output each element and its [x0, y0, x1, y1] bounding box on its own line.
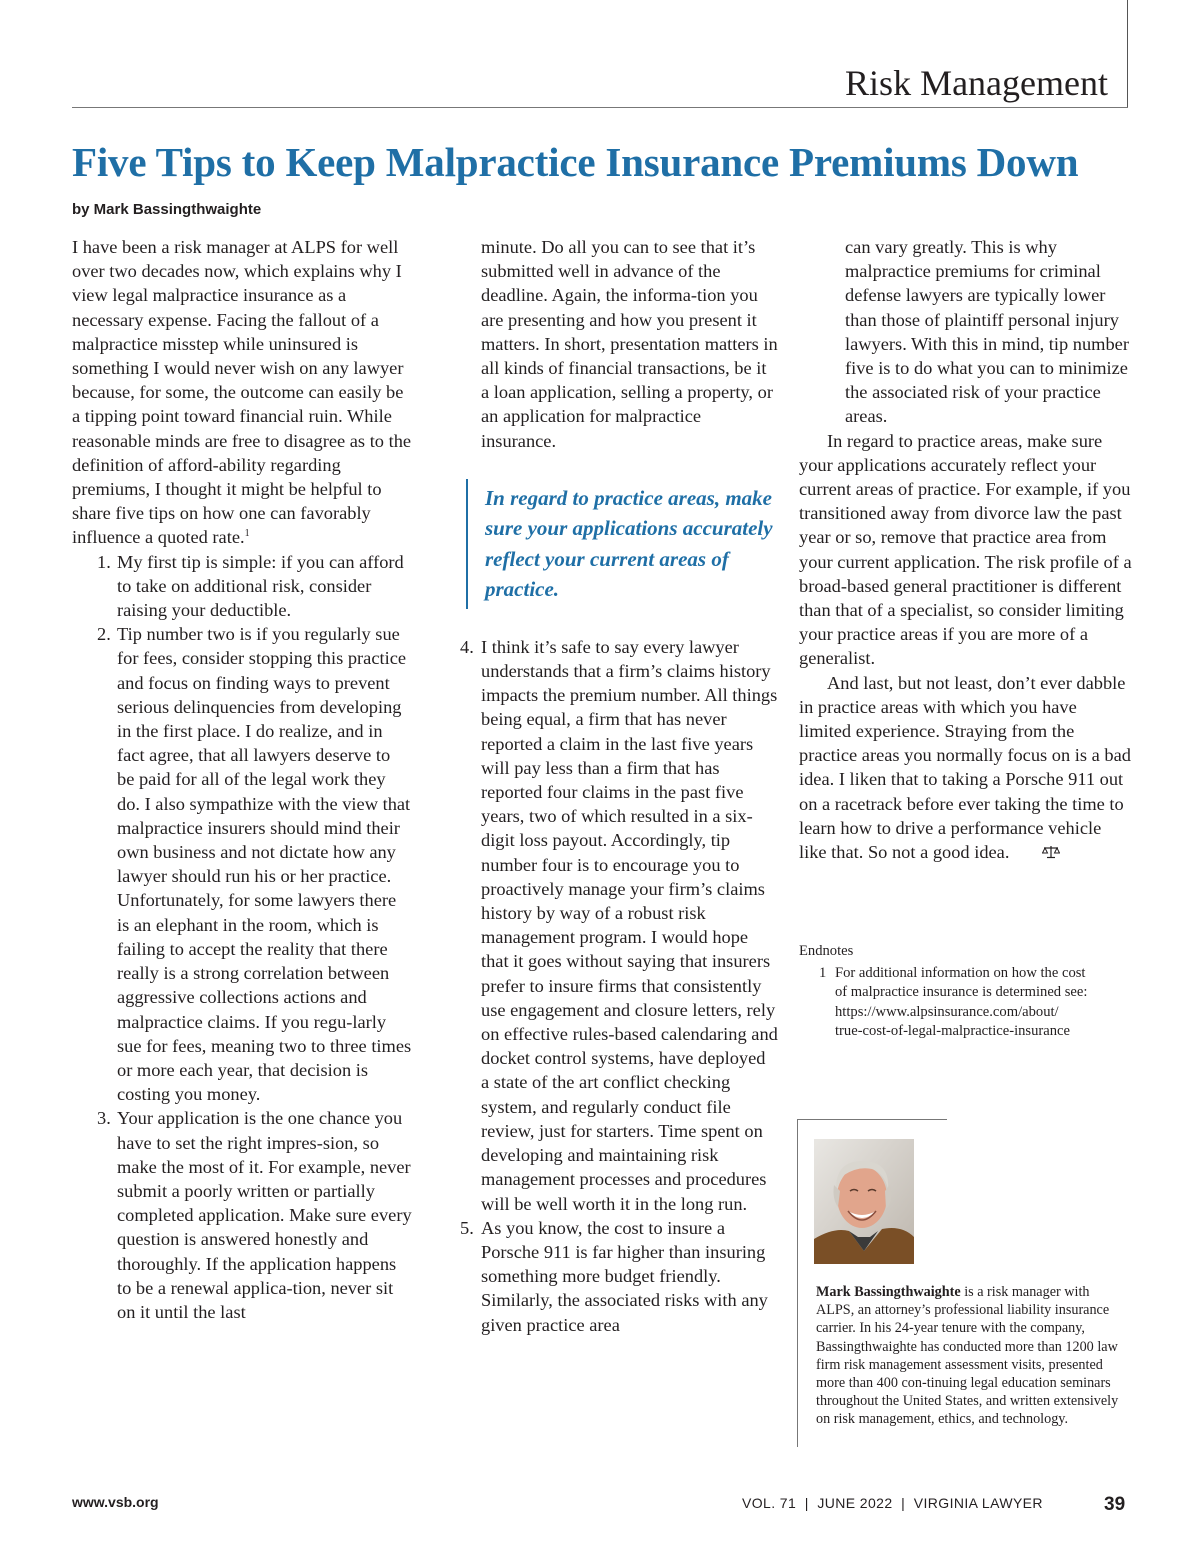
- endnotes: [799, 942, 1129, 1042]
- pull-quote: In regard to practice areas, make sure your applications accurately reflect your current areas of practice.: [466, 479, 778, 609]
- closing-paragraph-1: In regard to practice areas, make sure your applications accurately reflect your current areas of practice. For example, if you transitioned away from divorce law the past year or so, remove that practice area from your current application. The risk profile of a broad-based general practitioner is different than that of a specialist, so consider limiting your practice areas if you are more of a generalist.: [799, 430, 1132, 669]
- column-3: [799, 235, 1133, 865]
- endnote-link-cont[interactable]: true-cost-of-legal-malpractice-insurance: [835, 1023, 1070, 1039]
- scales-of-justice-icon: [1014, 841, 1060, 865]
- tip-3-start: 3. Your application is the one chance you have to set the right impres-sion, so make the most of it. For example, never submit a poorly written or partially completed application. Make sure every question is answered honestly and thoroughly. If the application happens to be a renewal applica-tion, never sit on it until the last: [97, 1108, 412, 1322]
- author-name: Mark Bassingthwaighte: [816, 1284, 961, 1300]
- section-title: Risk Management: [845, 63, 1108, 103]
- header-rule: [72, 107, 1128, 108]
- author-bio: Mark Bassingthwaighte is a risk manager with ALPS, an attorney’s professional liability insurance carrier. In his 24-year tenure with the company, Bassingthwaighte has conducted more than 1200 law firm risk management assessment visits, presented more than 400 con-tinuing legal education seminars throughout the United States, and written extensively on risk management, ethics, and technology.: [816, 1284, 1119, 1428]
- header-vertical-rule: [1127, 0, 1128, 108]
- tip-5-continued: can vary greatly. This is why malpractice premiums for criminal defense lawyers are typically lower than those of plaintiff personal injury lawyers. With this in mind, tip number five is to do what you can to minimize the associated risk of your practice areas.: [845, 237, 1129, 427]
- endnote-item: 1 For additional information on how the cost of malpractice insurance is determined see: https://www.alpsinsurance.com/about/ true-cost-of-legal-malpractice-insurance: [799, 964, 1129, 1042]
- bio-horizontal-rule: [797, 1119, 947, 1120]
- tip-4: 4. I think it’s safe to say every lawyer understands that a firm’s claims history impacts the premium number. All things being equal, a firm that has never reported a claim in the last five years will pay less than a firm that has reported four claims in the past five years, two of which resulted in a six-digit loss payout. Accordingly, tip number four is to encourage you to proactively manage your firm’s claims history by way of a robust risk management program. I would hope that it goes without saying that insurers prefer to insure firms that consistently use engagement and closure letters, rely on effective rules-based calendaring and docket control systems, have deployed a state of the art conflict checking system, and regularly conduct file review, just for starters. Time spent on developing and maintaining risk management processes and procedures will be well worth it in the long run.: [460, 636, 778, 1214]
- bio-vertical-rule: [797, 1119, 798, 1447]
- article-title: Five Tips to Keep Malpractice Insurance Premiums Down: [72, 139, 1079, 185]
- endnote-link[interactable]: https://www.alpsinsurance.com/about/: [835, 1003, 1059, 1020]
- author-photo: [814, 1139, 914, 1264]
- intro-paragraph: I have been a risk manager at ALPS for well over two decades now, which explains why I view legal malpractice insurance as a necessary expense. Facing the fallout of a malpractice misstep while uninsured is something I would never wish on any lawyer because, for some, the outcome can easily be a tipping point toward financial ruin. While reasonable minds are free to disagree as to the definition of afford-ability regarding premiums, I thought it might be helpful to share five tips on how one can favorably influence a quoted rate.$^1$: [72, 237, 412, 548]
- footer-url[interactable]: www.vsb.org: [72, 1494, 159, 1510]
- tips-list-2: [460, 635, 778, 1337]
- closing-paragraph-2: And last, but not least, don’t ever dabble in practice areas with which you have limited experience. Straying from the practice areas you normally focus on is a bad idea. I liken that to taking a Porsche 911 out on a racetrack before ever taking the time to learn how to drive a performance vehicle like that. So not a good idea.: [799, 671, 1133, 866]
- endnotes-heading: Endnotes: [799, 943, 854, 959]
- tip-3-continued: minute. Do all you can to see that it’s submitted well in advance of the deadline. Again, the informa-tion you are presenting and how you present it matters. In short, presentation matters in all kinds of financial transactions, be it a loan application, selling a property, or an application for malpractice insurance.: [481, 237, 778, 451]
- byline: by Mark Bassingthwaighte: [72, 201, 262, 218]
- page-number: 39: [1104, 1494, 1126, 1515]
- tip-1: 1. My first tip is simple: if you can afford to take on additional risk, consider raising your deductible.: [97, 551, 404, 621]
- footer-issue: VOL. 71 | JUNE 2022 | VIRGINIA LAWYER: [742, 1495, 1043, 1511]
- tip-2: 2. Tip number two is if you regularly sue for fees, consider stopping this practice and focus on finding ways to prevent serious delinquencies from developing in the first place. I do realize, and in fact agree, that all lawyers deserve to be paid for all of the legal work they do. I also sympathize with the view that malpractice insurers should mind their own business and not dictate how any lawyer should run his or her practice. Unfortunately, for some lawyers there is an elephant in the room, which is failing to accept the reality that there really is a strong correlation between aggressive collections actions and malpractice claims. If you regu-larly sue for fees, meaning two to three times or more each year, that decision is costing you money.: [97, 624, 412, 1105]
- tip-5-start: 5. As you know, the cost to insure a Porsche 911 is far higher than insuring something more budget friendly. Similarly, the associated risks with any given practice area: [460, 1217, 768, 1335]
- column-2: [460, 235, 778, 1337]
- column-1: [72, 235, 412, 1324]
- tips-list-1: [72, 550, 412, 1325]
- footnote-ref[interactable]: 1: [244, 528, 250, 540]
